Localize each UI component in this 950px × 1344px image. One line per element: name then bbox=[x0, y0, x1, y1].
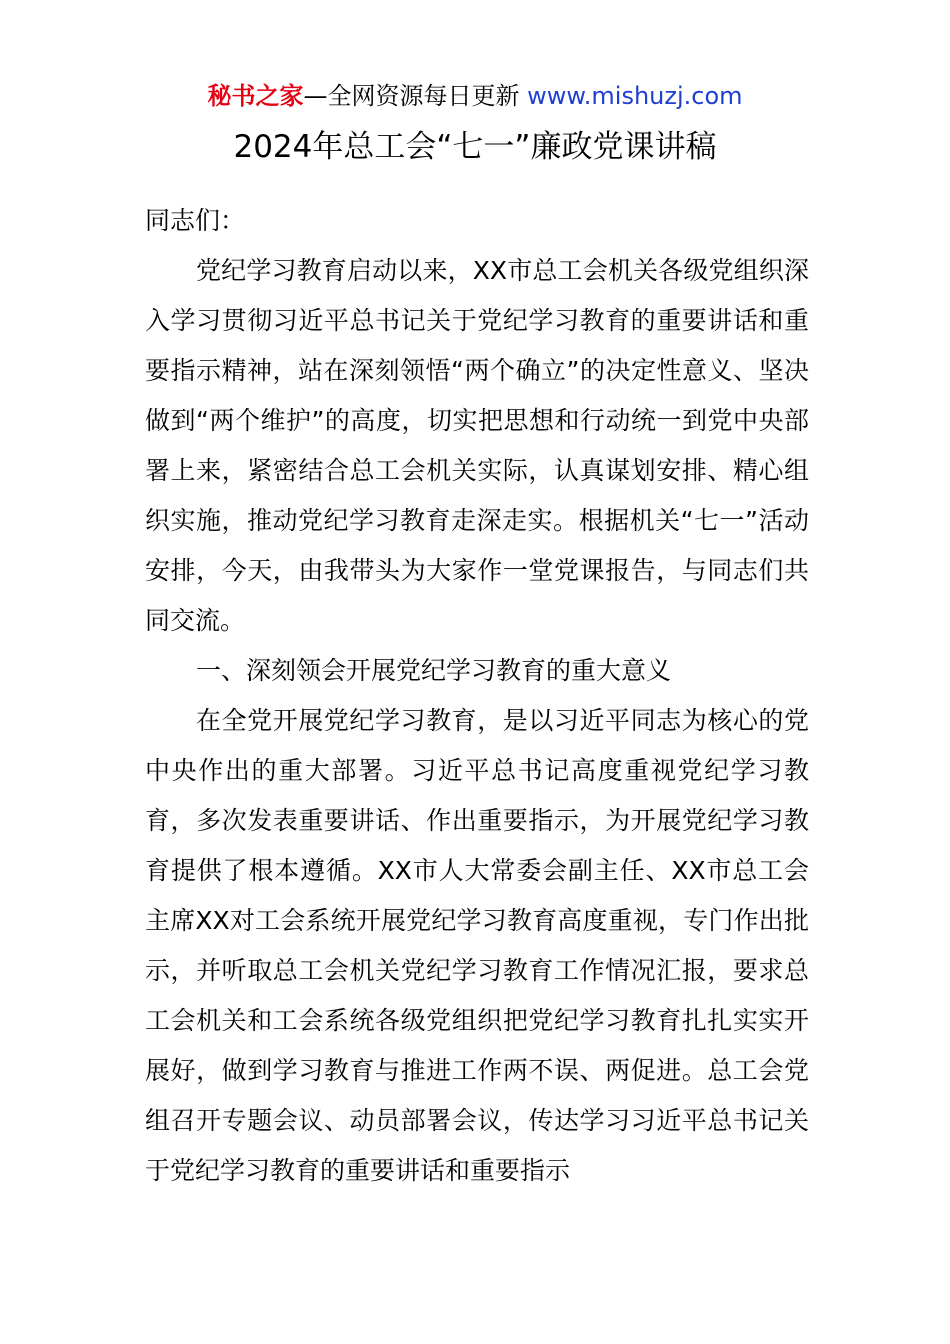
site-brand: 秘书之家 bbox=[207, 82, 304, 110]
site-header bbox=[0, 78, 950, 114]
document-body bbox=[145, 196, 809, 1196]
salutation: 同志们： bbox=[145, 206, 246, 235]
section-heading: 一、深刻领会开展党纪学习教育的重大意义 bbox=[196, 656, 672, 685]
paragraph: 党纪学习教育启动以来，XX市总工会机关各级党组织深入学习贯彻习近平总书记关于党纪学习教育的重要讲话和重要指示精神，站在深刻领悟“两个确立”的决定性意义、坚决做到“两个维护”的高度，切实把思想和行动统一到党中央部署上来，紧密结合总工会机关实际，认真谋划安排、精心组织实施，推动党纪学习教育走深走实。根据机关“七一”活动安排，今天，由我带头为大家作一堂党课报告，与同志们共同交流。 bbox=[145, 256, 809, 635]
site-tagline: —全网资源每日更新 bbox=[303, 82, 520, 110]
document-title: 2024年总工会“七一”廉政党课讲稿 bbox=[233, 129, 717, 165]
site-url-link[interactable]: www.mishuzj.com bbox=[527, 82, 743, 110]
paragraph: 在全党开展党纪学习教育，是以习近平同志为核心的党中央作出的重大部署。习近平总书记高度重视党纪学习教育，多次发表重要讲话、作出重要指示，为开展党纪学习教育提供了根本遵循。XX市人大常委会副主任、XX市总工会主席XX对工会系统开展党纪学习教育高度重视，专门作出批示，并听取总工会机关党纪学习教育工作情况汇报，要求总工会机关和工会系统各级党组织把党纪学习教育扎扎实实开展好，做到学习教育与推进工作两不误、两促进。总工会党组召开专题会议、动员部署会议，传达学习习近平总书记关于党纪学习教育的重要讲话和重要指示 bbox=[145, 706, 809, 1185]
